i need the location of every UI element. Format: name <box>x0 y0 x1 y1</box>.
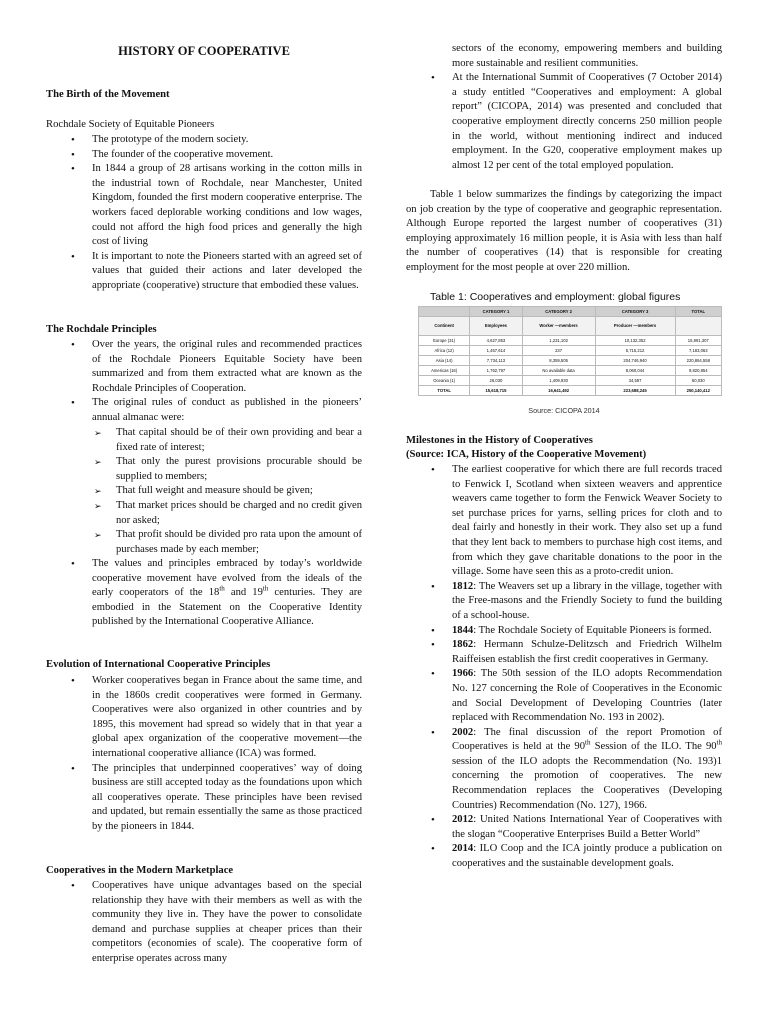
table-cell: 34,597 <box>595 376 675 386</box>
table-cell: 1,467,614 <box>470 346 522 356</box>
table-header-cell: TOTAL <box>675 307 721 317</box>
table-cell: 7,734,113 <box>470 356 522 366</box>
table-header-cell <box>419 307 470 317</box>
birth-bullets <box>46 133 362 294</box>
table-row <box>419 366 722 376</box>
table-cell: Africa (12) <box>419 346 470 356</box>
table-cell: 9,820,854 <box>675 366 721 376</box>
table-cell: 16,641,492 <box>522 386 595 396</box>
milestone-item: • 2002: The final discussion of the report Promotion of Cooperatives is held at the 90th Session of the ILO. The 90th session of the ILO adopts the Recommendation (No. 193)1 concerning the promotion of cooperatives. The new Recommendation replaces the Cooperatives (Developing Countries) Recommendation (No. 127), 1966. <box>406 726 722 814</box>
table-subheader-cell: Continent <box>419 317 470 336</box>
table-cell: Europe (31) <box>419 336 470 346</box>
rule-item: ➢ That only the purest provisions procurable should be supplied to members; <box>46 455 362 484</box>
table-cell: 237 <box>522 346 595 356</box>
table-subheader-cell: Producer —members <box>595 317 675 336</box>
list-item: • Over the years, the original rules and recommended practices of the Rochdale Pioneers Equitable Society have been summarized and from them extracted what are known as the Rochdale Principles of Cooperation. <box>46 338 362 396</box>
list-item: • At the International Summit of Cooperatives (7 October 2014) a study entitled “Cooperatives and employment: A global report” (CICOPA, 2014) was presented and concluded that cooperative employment directly concerns 250 million people in the world, without mentioning indirect and induced employment. In the G20, cooperative employment makes up almost 12 per cent of the total employed population. <box>406 71 722 173</box>
table-intro-paragraph: Table 1 below summarizes the findings by categorizing the impact on job creation by the type of cooperative and geographic representation. Although Europe reported the largest number of cooperatives (31) employing approximately 16 million people, it is Asia with less than half the number of cooperatives (14) that is responsible for creating employment for the most people at over 220 million. <box>406 189 722 273</box>
document-title: HISTORY OF COOPERATIVE <box>118 44 290 58</box>
table-source: Source: CICOPA 2014 <box>528 406 600 415</box>
table-cell: 1,409,930 <box>522 376 595 386</box>
table-caption: Table 1: Cooperatives and employment: global figures <box>430 291 681 303</box>
table-cell: 1,762,797 <box>470 366 522 376</box>
table-cell: 223,688,245 <box>595 386 675 396</box>
table-cell: Americas (16) <box>419 366 470 376</box>
list-item: • The founder of the cooperative movement. <box>46 148 362 163</box>
list-item-continued: sectors of the economy, empowering members and building more sustainable and resilient communities. <box>452 43 722 69</box>
table-cell: 4,627,853 <box>470 336 522 346</box>
table-cell: 1,231,102 <box>522 336 595 346</box>
section-heading-market: Cooperatives in the Modern Marketplace <box>46 865 234 876</box>
list-item: • Worker cooperatives began in France about the same time, and in the 1860s credit cooperatives were formed in Germany. Cooperatives were also organized in other countries and by 1895, this movement had spread so widely that in that year a global apex organization of the cooperative movement—the international cooperative alliance (ICA) was formed. <box>46 674 362 762</box>
rule-item: ➢ That full weight and measure should be given; <box>46 484 362 499</box>
section-heading-milestones: Milestones in the History of Cooperatives <box>406 435 593 446</box>
table-cell: 8,060,044 <box>595 366 675 376</box>
table-cell: 250,140,412 <box>675 386 721 396</box>
list-item: • The earliest cooperative for which there are full records traced to Fenwick I, Scotland when sixteen weavers and apprentice weavers came together to form the Fenwick Weaver Society to set purchase prices for yarns, selling prices for cloth and to deal fairly and honestly in their work. They also set up a fund that they lent back to members to purchase high cost items, and from which they gave charitable donations to the poor in the village. Some have seen this as a proto-credit union. <box>406 463 722 580</box>
table-cell: 15,618,715 <box>470 386 522 396</box>
list-item: • In 1844 a group of 28 artisans working in the cotton mills in the industrial town of Rochdale, near Manchester, United Kingdom, founded the first modern cooperative enterprise. The workers faced deplorable working conditions and low wages, could not afford the high food prices and generally the high cost of living <box>46 162 362 250</box>
table-cell: 7,183,063 <box>675 346 721 356</box>
table-subheader-cell <box>675 317 721 336</box>
rule-item: ➢ That capital should be of their own providing and bear a fixed rate of interest; <box>46 426 362 455</box>
table-cell: 60,030 <box>675 376 721 386</box>
list-item: • The principles that underpinned cooperatives’ way of doing business are still accepted today as the foundations upon which all cooperatives operate. These principles have been revised and updated, but remain essentially the same as those practiced by the pioneers in 1844. <box>46 762 362 835</box>
table-cell: 10,132,352 <box>595 336 675 346</box>
rule-item: ➢ That profit should be divided pro rata upon the amount of purchases made by each member; <box>46 528 362 557</box>
milestone-item: • 1966: The 50th session of the ILO adopts Recommendation No. 127 concerning the Role of Cooperatives in the Economic and Social Development of Developing Countries (later replaced with Recommendation No. 193 in 2002). <box>406 667 722 725</box>
table-cell: 8,359,505 <box>522 356 595 366</box>
list-item: • The original rules of conduct as published in the pioneers’ annual almanac were: <box>46 396 362 425</box>
milestone-item: • 1862: Hermann Schulze-Delitzsch and Friedrich Wilhelm Raiffeisen establish the first credit cooperatives in Germany. <box>406 638 722 667</box>
milestone-item: • 1844: The Rochdale Society of Equitable Pioneers is formed. <box>406 624 722 639</box>
table-cell: 26,030 <box>470 376 522 386</box>
list-item: • The prototype of the modern society. <box>46 133 362 148</box>
milestone-item: • 2014: ILO Coop and the ICA jointly produce a publication on cooperatives and the sustainable development goals. <box>406 842 722 871</box>
table-cell: 220,864,558 <box>675 356 721 366</box>
table-cell: Oceania (1) <box>419 376 470 386</box>
table-cell: 15,991,307 <box>675 336 721 346</box>
rule-item: ➢ That market prices should be charged and no credit given nor asked; <box>46 499 362 528</box>
principles-bullets-2 <box>46 557 362 630</box>
table-header-cell: CATEGORY 1 <box>470 307 522 317</box>
section-heading-birth: The Birth of the Movement <box>46 89 170 100</box>
table-row <box>419 356 722 366</box>
list-item: • It is important to note the Pioneers started with an agreed set of values that guided their actions and later developed the appropriate (cooperative) structure that embodied these values. <box>46 250 362 294</box>
table-row <box>419 336 722 346</box>
employment-table <box>418 306 722 396</box>
milestone-item: • 1812: The Weavers set up a library in the village, together with the Free-masons and the Friendly Society to fund the building of a school-house. <box>406 580 722 624</box>
table-cell: Asia (14) <box>419 356 470 366</box>
evolution-bullets <box>46 674 362 835</box>
list-item: • The values and principles embraced by today’s worldwide cooperative movement have evolved from the ideals of the early cooperators of the 18th and 19th centuries. They are embodied in the Statement on the Cooperative Identity published by the International Cooperative Alliance. <box>46 557 362 630</box>
section-subheading-source: (Source: ICA, History of the Cooperative Movement) <box>406 449 647 460</box>
table-cell: TOTAL <box>419 386 470 396</box>
table-header-cell: CATEGORY 2 <box>522 307 595 317</box>
table-cell: No available data <box>522 366 595 376</box>
table-subheader-cell: Worker —members <box>522 317 595 336</box>
society-name: Rochdale Society of Equitable Pioneers <box>46 119 215 130</box>
list-item: • Cooperatives have unique advantages based on the special relationship they have with their members as well as with the community they live in. They have the power to consolidate demand and purchase supplies at cheaper prices than their competitors (economies of scale). The cooperative form of enterprise operates across many <box>46 879 362 967</box>
market-bullets <box>46 879 362 967</box>
table-header-cell: CATEGORY 3 <box>595 307 675 317</box>
market-continued <box>406 42 722 173</box>
principles-bullets <box>46 338 362 426</box>
table-row <box>419 376 722 386</box>
milestones-list <box>406 463 722 872</box>
milestone-item: • 2012: United Nations International Year of Cooperatives with the slogan “Cooperative Enterprises Build a Better World” <box>406 813 722 842</box>
table-subheader-cell: Employees <box>470 317 522 336</box>
table-total-row <box>419 386 722 396</box>
section-heading-principles: The Rochdale Principles <box>46 324 157 335</box>
rules-list <box>46 426 362 557</box>
table-cell: 204,746,940 <box>595 356 675 366</box>
table-row <box>419 346 722 356</box>
section-heading-evolution: Evolution of International Cooperative Principles <box>46 659 271 670</box>
table-cell: 5,715,212 <box>595 346 675 356</box>
